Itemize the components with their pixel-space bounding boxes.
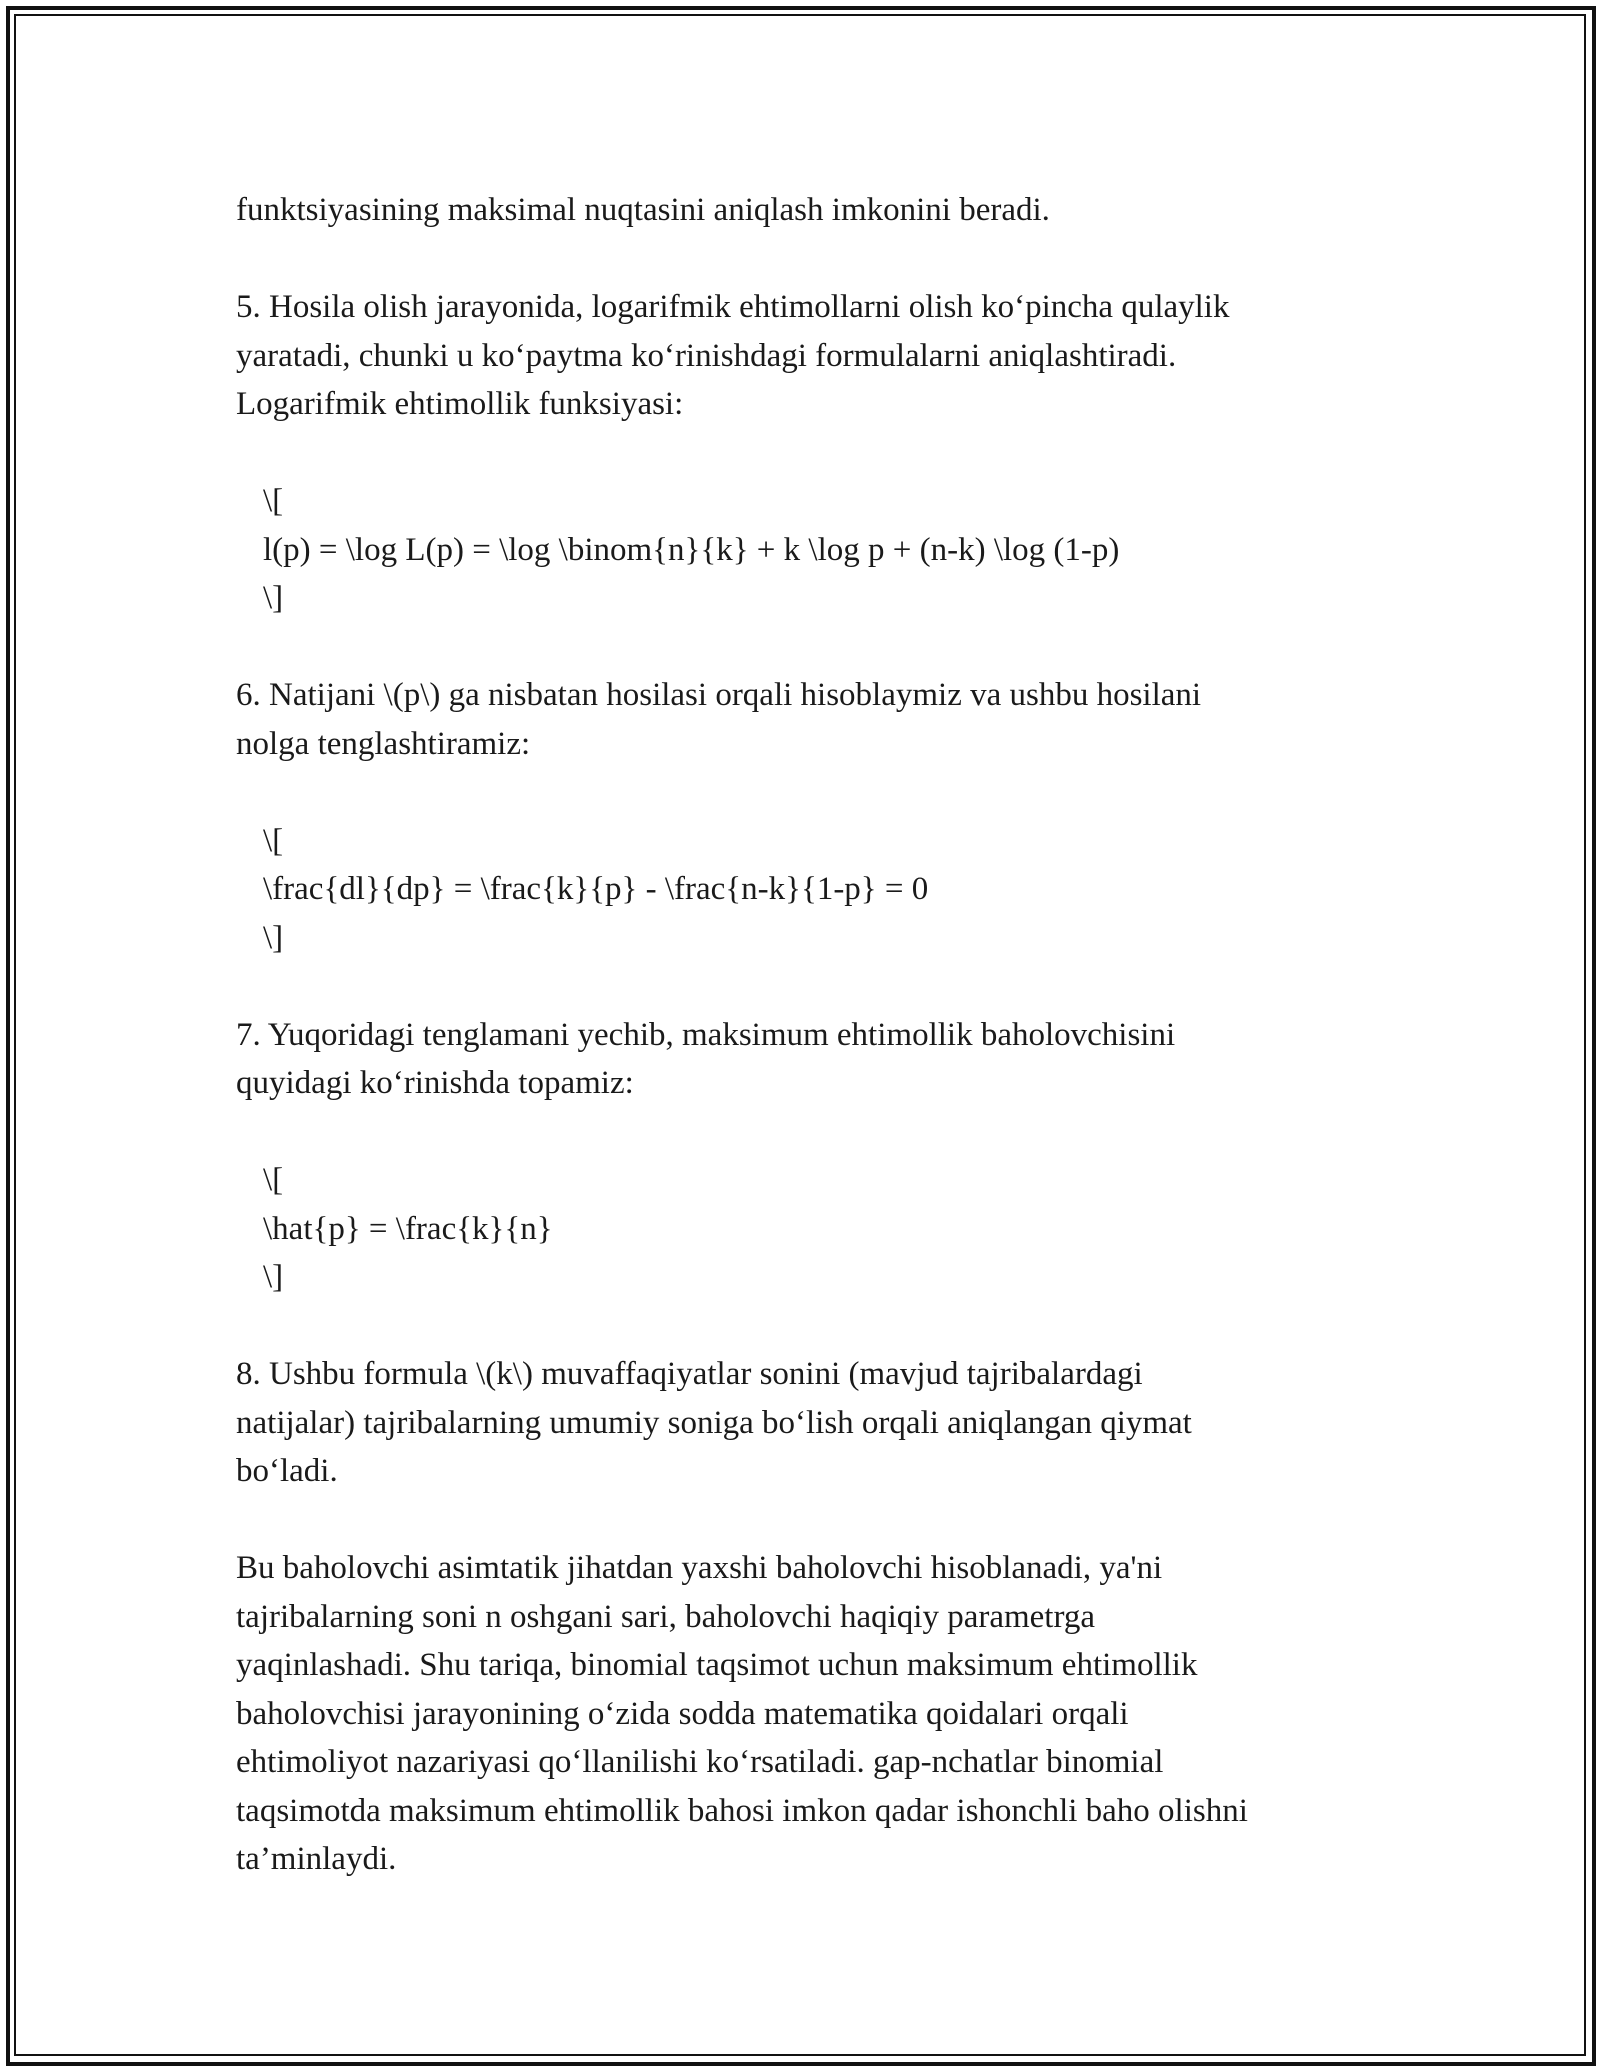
- equation-derivative: [236, 817, 1386, 963]
- text-line: 6. Natijani \(p\) ga nisbatan hosilasi orqali hisoblaymiz va ushbu hosilani: [236, 677, 1202, 713]
- text-line: 8. Ushbu formula \(k\) muvaffaqiyatlar sonini (mavjud tajribalardagi: [236, 1356, 1143, 1392]
- math-expression: \hat{p} = \frac{k}{n}: [263, 1210, 553, 1247]
- paragraph-conclusion: [236, 1544, 1386, 1884]
- text-line: funktsiyasining maksimal nuqtasini aniqlash imkonini beradi.: [236, 192, 1050, 228]
- math-open-delimiter: \[: [263, 483, 284, 519]
- math-expression: \frac{dl}{dp} = \frac{k}{p} - \frac{n-k}{1-p} = 0: [263, 871, 929, 907]
- document-body: [236, 186, 1386, 1932]
- text-line: 7. Yuqoridagi tenglamani yechib, maksimum ehtimollik baholovchisini: [236, 1016, 1176, 1053]
- text-line: tajribalarning soni n oshgani sari, baholovchi haqiqiy parametrga: [236, 1598, 1095, 1635]
- text-line: bo‘ladi.: [236, 1453, 338, 1489]
- paragraph-step-8: [236, 1350, 1386, 1496]
- text-line: yaratadi, chunki u ko‘paytma ko‘rinishdagi formulalarni aniqlashtiradi.: [236, 337, 1177, 374]
- text-line: ta’minlaydi.: [236, 1841, 397, 1877]
- paragraph-step-5: [236, 283, 1386, 429]
- text-line: 5. Hosila olish jarayonida, logarifmik ehtimollarni olish ko‘pincha qulaylik: [236, 289, 1230, 325]
- text-line: nolga tenglashtiramiz:: [236, 725, 531, 762]
- math-close-delimiter: \]: [263, 1259, 284, 1295]
- equation-estimator: [236, 1156, 1386, 1302]
- text-line: Logarifmik ehtimollik funksiyasi:: [236, 386, 684, 422]
- text-line: taqsimotda maksimum ehtimollik bahosi imkon qadar ishonchli baho olishni: [236, 1792, 1248, 1829]
- text-line: ehtimoliyot nazariyasi qo‘llanilishi ko‘rsatiladi. gap-nchatlar binomial: [236, 1744, 1164, 1780]
- equation-log-likelihood: [236, 477, 1386, 623]
- text-line: natijalar) tajribalarning umumiy soniga bo‘lish orqali aniqlangan qiymat: [236, 1404, 1192, 1441]
- text-line: baholovchisi jarayonining o‘zida sodda matematika qoidalari orqali: [236, 1695, 1129, 1732]
- text-line: quyidagi ko‘rinishda topamiz:: [236, 1065, 634, 1101]
- paragraph-step-6: [236, 671, 1386, 768]
- paragraph-step-7: [236, 1011, 1386, 1108]
- text-line: yaqinlashadi. Shu tariqa, binomial taqsimot uchun maksimum ehtimollik: [236, 1647, 1198, 1683]
- text-line: Bu baholovchi asimtatik jihatdan yaxshi baholovchi hisoblanadi, ya'ni: [236, 1550, 1163, 1586]
- paragraph-continuation: [236, 186, 1386, 235]
- math-close-delimiter: \]: [263, 580, 284, 616]
- math-close-delimiter: \]: [263, 919, 284, 956]
- math-expression: l(p) = \log L(p) = \log \binom{n}{k} + k \log p + (n-k) \log (1-p): [263, 531, 1120, 568]
- math-open-delimiter: \[: [263, 822, 284, 859]
- math-open-delimiter: \[: [263, 1162, 284, 1198]
